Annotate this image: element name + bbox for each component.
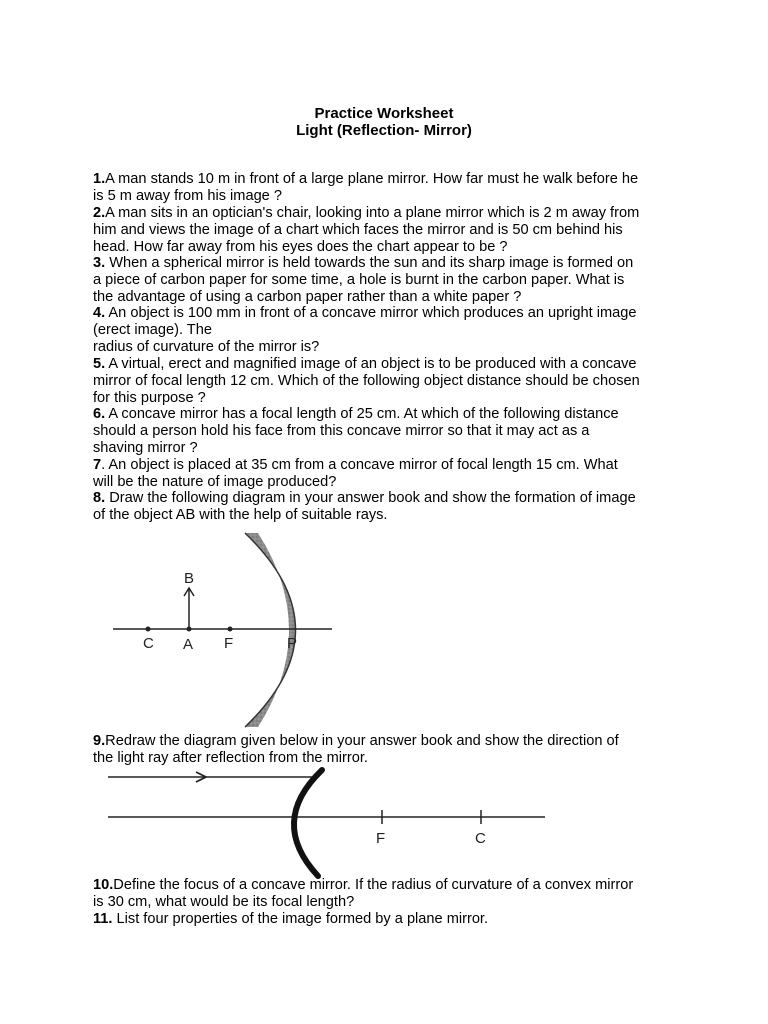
question-line: A virtual, erect and magnified image of an object is to be produced with a concave [105, 356, 637, 372]
question-line: An object is 100 mm in front of a concave mirror which produces an upright image [105, 305, 637, 321]
question-line: radius of curvature of the mirror is? [93, 338, 320, 355]
worksheet-title: Practice Worksheet [314, 105, 454, 122]
question-line: him and views the image of a chart which faces the mirror and is 50 cm behind his [93, 221, 623, 238]
question-10 [93, 877, 674, 911]
question-line: should a person hold his face from this concave mirror so that it may act as a [93, 422, 590, 439]
question-line: mirror of focal length 12 cm. Which of the following object distance should be chosen [93, 372, 640, 389]
question-line: A man stands 10 m in front of a large plane mirror. How far must he walk before he [105, 171, 639, 187]
question-line: a piece of carbon paper for some time, a hole is burnt in the carbon paper. What is [93, 271, 625, 288]
question-line: head. How far away from his eyes does the chart appear to be ? [93, 238, 508, 255]
label-b: B [184, 570, 195, 587]
question-line: the light ray after reflection from the mirror. [93, 749, 368, 766]
question-line: List four properties of the image formed by a plane mirror. [112, 911, 489, 927]
question-line: of the object AB with the help of suitable rays. [93, 506, 388, 523]
question-line: When a spherical mirror is held towards the sun and its sharp image is formed on [105, 255, 634, 271]
mirror-arc [294, 770, 322, 876]
question-number: 6. [93, 406, 106, 422]
question-line: is 5 m away from his image ? [93, 187, 282, 204]
question-number: 2. [93, 205, 106, 221]
label-p: P [287, 635, 298, 652]
question-line: for this purpose ? [93, 389, 206, 406]
question-line: (erect image). The [93, 321, 212, 338]
question-line: shaving mirror ? [93, 439, 198, 456]
question-number: 11. [93, 911, 113, 927]
worksheet-subtitle: Light (Reflection- Mirror) [296, 122, 472, 139]
question-line: Define the focus of a concave mirror. If the radius of curvature of a convex mirror [113, 877, 634, 893]
question-line: A concave mirror has a focal length of 25 cm. At which of the following distance [105, 406, 619, 422]
question-number: 10. [93, 877, 114, 893]
question-line: will be the nature of image produced? [93, 473, 337, 490]
question-number: 3. [93, 255, 106, 271]
question-line: is 30 cm, what would be its focal length? [93, 893, 355, 910]
question-11 [93, 911, 674, 928]
question-number: 5. [93, 356, 106, 372]
question-number: 7 [93, 457, 102, 473]
question-line: A man sits in an optician's chair, looking into a plane mirror which is 2 m away from [105, 205, 640, 221]
label-c: C [143, 635, 154, 652]
question-number: 4. [93, 305, 106, 321]
label-a: A [183, 636, 194, 653]
label-c2: C [475, 830, 486, 847]
label-f: F [224, 635, 234, 652]
question-line: . An object is placed at 35 cm from a concave mirror of focal length 15 cm. What [101, 457, 618, 473]
question-number: 8. [93, 490, 106, 506]
question-number: 1. [93, 171, 106, 187]
question-line: Draw the following diagram in your answer book and show the formation of image [105, 490, 636, 506]
question-number: 9. [93, 733, 106, 749]
label-f2: F [376, 830, 386, 847]
question-line: the advantage of using a carbon paper rather than a white paper ? [93, 288, 522, 305]
question-line: Redraw the diagram given below in your answer book and show the direction of [105, 733, 619, 749]
